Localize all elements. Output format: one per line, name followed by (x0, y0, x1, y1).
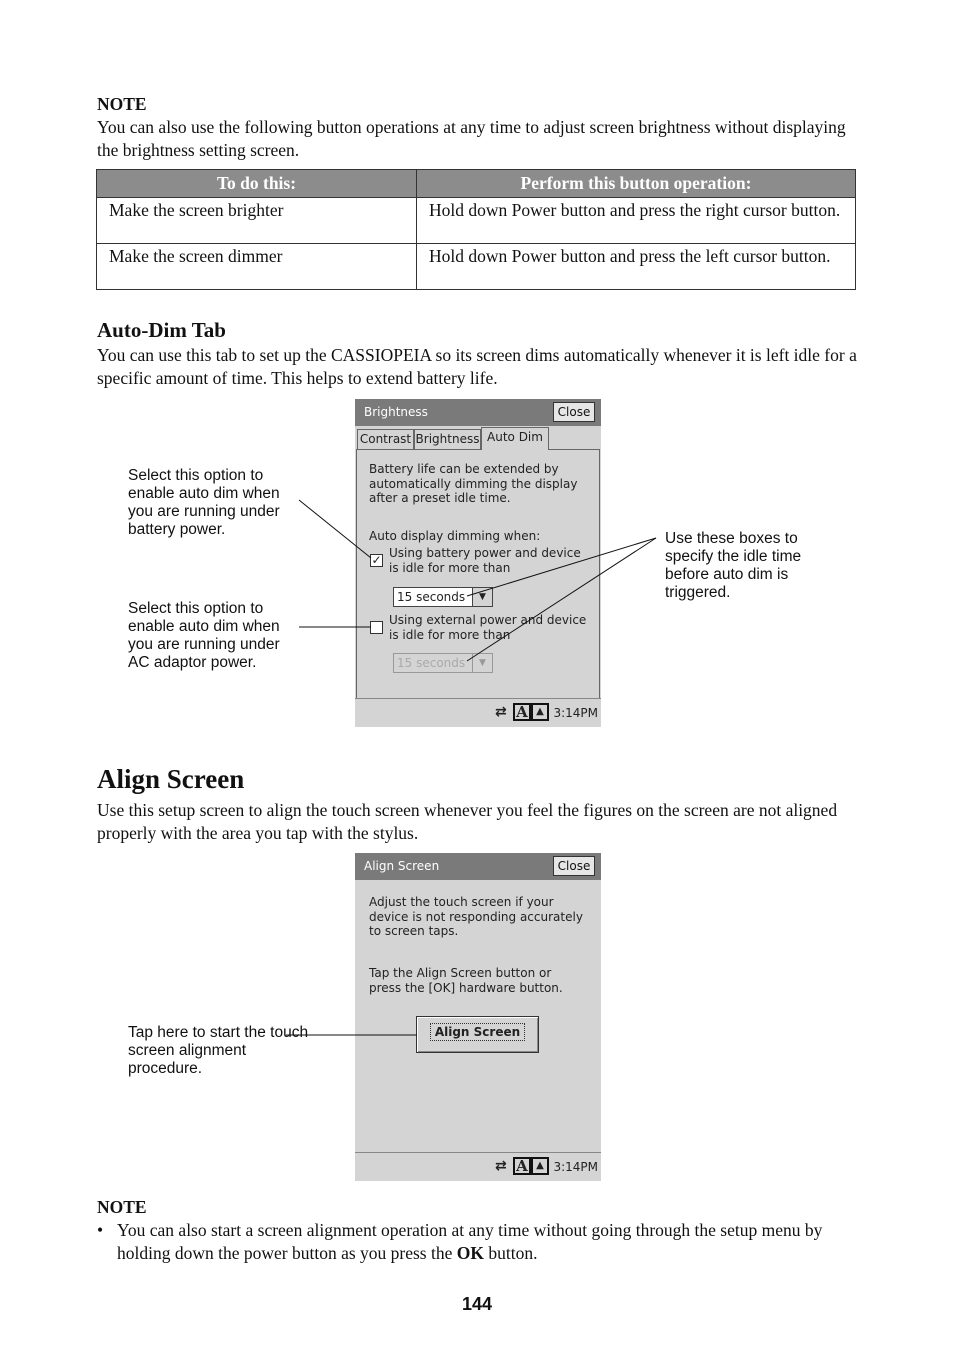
table-header-cell: To do this: (97, 170, 417, 198)
close-button[interactable]: Close (553, 856, 595, 876)
battery-checkbox[interactable]: ✓ (371, 553, 382, 567)
external-idle-value: 15 seconds (397, 656, 466, 670)
input-arrow-icon[interactable]: ▲ (531, 1157, 549, 1175)
align-instructions: Adjust the touch screen if your device is not responding accurately to screen taps. (369, 895, 583, 938)
intro-text: Battery life can be extended by automatically dimming the display after a preset idle time. (369, 462, 578, 505)
align-body: Use this setup screen to align the touch screen whenever you feel the figures on the screen are not aligned properly with the area you tap with the stylus. (97, 800, 838, 843)
clock: 3:14PM (553, 1160, 598, 1174)
callout-line (299, 500, 371, 558)
close-button[interactable]: Close (553, 402, 595, 422)
ok-button-name: OK (456, 1243, 484, 1263)
input-panel-icon[interactable]: A (513, 703, 531, 721)
table-header-cell: Perform this button operation: (417, 170, 856, 198)
callout-line (467, 538, 656, 661)
note2-text: You can also start a screen alignment operation at any time without going through the setup menu by holding down the power button as you press the (117, 1220, 823, 1263)
note-heading: NOTE (97, 94, 147, 114)
callout-line (467, 538, 656, 596)
table-cell: Make the screen brighter (97, 198, 417, 244)
note2-heading: NOTE (97, 1197, 147, 1217)
autodim-heading: Auto-Dim Tab (97, 318, 226, 342)
clock: 3:14PM (553, 706, 598, 720)
callout-align: Tap here to start the touch screen alignment procedure. (128, 1024, 309, 1077)
battery-option-label: Using battery power and device is idle for more than (389, 546, 581, 575)
input-arrow-icon[interactable]: ▲ (531, 703, 549, 721)
external-option-label: Using external power and device is idle for more than (389, 613, 587, 642)
align-hardware-hint: Tap the Align Screen button or press the [OK] hardware button. (369, 966, 563, 995)
table-cell: Make the screen dimmer (97, 244, 417, 290)
callout-battery: Select this option to enable auto dim when you are running under battery power. (128, 467, 280, 538)
note2-bullet (117, 1219, 857, 1265)
tab-auto-dim[interactable]: Auto Dim (481, 427, 549, 450)
page-number: 144 (461, 1294, 493, 1314)
chevron-down-icon[interactable]: ▼ (472, 588, 492, 606)
autodim-body: You can use this tab to set up the CASSIOPEIA so its screen dims automatically whenever it is left idle for a specific amount of time. This helps to extend battery life. (97, 345, 857, 388)
battery-idle-value: 15 seconds (397, 590, 466, 604)
taskbar (355, 1152, 601, 1181)
chevron-down-icon[interactable]: ▼ (472, 654, 492, 672)
tab-contrast[interactable]: Contrast (357, 429, 414, 449)
bullet-icon: • (97, 1220, 104, 1240)
connection-icon[interactable]: ⇄ (495, 704, 507, 720)
table-cell: Hold down Power button and press the left cursor button. (417, 244, 856, 290)
connection-icon[interactable]: ⇄ (495, 1158, 507, 1174)
callout-ac: Select this option to enable auto dim when you are running under AC adaptor power. (128, 600, 280, 671)
note-body: You can also use the following button operations at any time to adjust screen brightness without displaying the brightness setting screen. (97, 117, 846, 160)
window-title: Align Screen (364, 859, 440, 873)
input-panel-icon[interactable]: A (513, 1157, 531, 1175)
tab-brightness[interactable]: Brightness (414, 429, 481, 449)
note2-text-end: button. (483, 1243, 538, 1263)
align-heading: Align Screen (97, 764, 245, 794)
table-cell: Hold down Power button and press the right cursor button. (417, 198, 856, 244)
callout-boxes: Use these boxes to specify the idle time before auto dim is triggered. (665, 530, 802, 601)
window-title: Brightness (364, 405, 428, 419)
title-bar (355, 853, 601, 880)
align-button-label: Align Screen (430, 1023, 525, 1041)
group-label: Auto display dimming when: (369, 529, 541, 543)
